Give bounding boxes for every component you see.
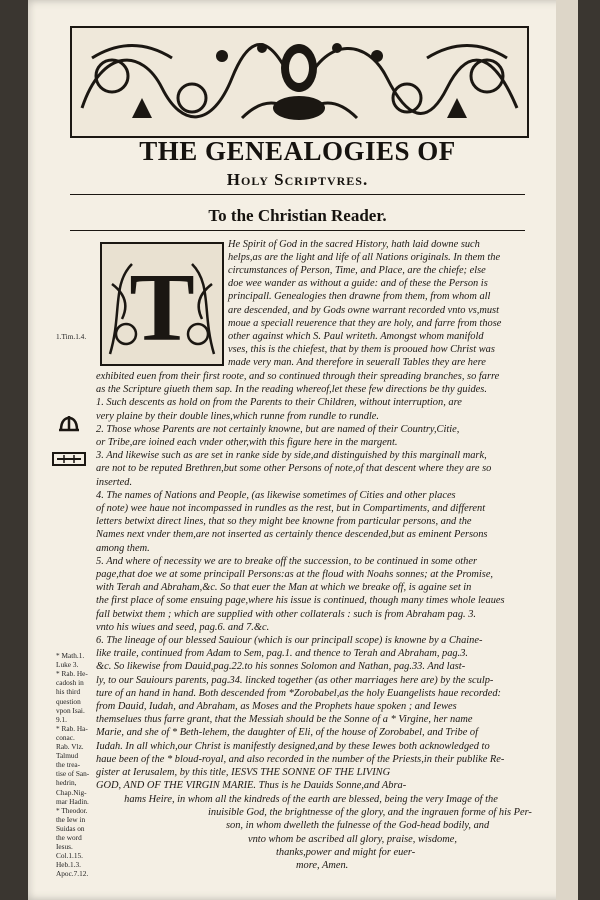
- margin-note-line: the Iew in: [56, 814, 86, 824]
- side-by-side-mark-icon: [52, 452, 86, 466]
- text-line: more, Amen.: [296, 860, 349, 871]
- margin-note-line: his third: [56, 687, 81, 697]
- text-line: hams Heire, in whom all the kindreds of the earth are blessed, being the very Image of the: [124, 794, 498, 805]
- margin-note-line: Col.1.15.: [56, 851, 83, 861]
- margin-note-line: vpon Isai.: [56, 705, 85, 715]
- margin-note-line: Chap.Nig-: [56, 787, 87, 797]
- text-line: page,that doe we at some principall Persons:as at the floud with Noahs sonnes; at the Promise,: [96, 569, 494, 580]
- text-line: are not to be reputed Brethren,but some other Persons of note,of that descent where they are so: [96, 463, 492, 475]
- text-line: vses, this is the chiefest, that by them is prooued how Christ was: [228, 343, 495, 355]
- text-line: &c. So likewise from Dauid,pag.22.to his sonnes Solomon and Nathan, pag.33. And last-: [96, 661, 466, 673]
- section-heading: To the Christian Reader.: [208, 206, 387, 225]
- margin-note-line: Apoc.7.12.: [56, 869, 89, 879]
- text-line: doe wee wander as without a guide: and of these the Person is: [228, 278, 488, 290]
- margin-note-line: * Math.1.: [56, 651, 85, 660]
- text-line: other against which S. Paul writeth. Amongst whom manifold: [228, 330, 484, 342]
- text-line: themselues thus farre grant, that the Messiah should be the Sonne of a * Virgine, her name: [96, 714, 473, 726]
- text-line: 6. The lineage of our blessed Sauiour (which is our principall scope) is knowne by a Chaine-: [96, 635, 483, 646]
- margin-note-line: * Theodor.: [56, 805, 88, 815]
- text-line: 2. Those whose Parents are not certainly knowne, but are named of their Country,Citie,: [96, 423, 460, 435]
- heading-rule: [70, 230, 525, 231]
- text-line: the first place of some ensuing page,where his issue is continued, though many times whole leaues: [96, 595, 505, 607]
- text-line: GOD, AND OF THE VIRGIN MARIE. Thus is he Dauids Sonne,and Abra-: [96, 780, 407, 792]
- title-rule: [70, 194, 525, 195]
- margin-note-line: the word: [56, 833, 82, 842]
- margin-note-line: Heb.1.3.: [56, 860, 81, 870]
- margin-note-line: * Rab. He-: [56, 669, 88, 679]
- margin-note-line: tise of San-: [56, 769, 90, 779]
- text-line: of note) wee haue not incompassed in rundles as the rest, but in Compartiments, and different: [96, 503, 486, 514]
- text-line: son, in whom dwelleth the fulnesse of the God-head bodily, and: [226, 820, 490, 832]
- text-line: Names next vnder them,are not inserted as certainly thence descended,but as eminent Persons: [96, 529, 488, 541]
- page-title: THE GENEALOGIES OF: [139, 136, 456, 166]
- margin-note-line: cadosh in: [56, 678, 84, 688]
- margin-ref-timothy: 1.Tim.1.4.: [56, 332, 87, 341]
- margin-note-line: Luke 3.: [56, 660, 79, 670]
- text-line: very plaine by their double lines,which runne from rundle to rundle.: [96, 410, 380, 422]
- text-line: made very man. And therefore in seuerall Tables they are here: [228, 356, 486, 368]
- text-line: 5. And where of necessity we are to breake off the succession, to be continued in some other: [96, 555, 478, 567]
- text-line: He Spirit of God in the sacred History, hath laid downe such: [228, 239, 480, 250]
- text-line: among them.: [96, 542, 150, 554]
- text-line: ture of an hand in hand. Both descended from *Zorobabel,as the holy Euangelists haue recorded:: [96, 687, 501, 699]
- text-line: ly, to our Sauiours parents, pag.34. lincked together (as other marriages here are) by the sculp-: [96, 674, 494, 686]
- margin-note-line: question: [56, 696, 81, 706]
- text-line: fall betwixt them ; which are supplied with other collaterals : such is from Abraham pag. 3.: [96, 608, 477, 620]
- text-line: principall. Genealogies then drawne from them, from whom all: [228, 291, 491, 303]
- margin-note-line: hedrin,: [56, 778, 77, 788]
- text-line: moue a speciall reuerence that they are holy, and farre from those: [228, 317, 502, 329]
- dropcap-letter: T: [129, 254, 195, 362]
- text-line: inuisible God, the brightnesse of the glory, and the ingrauen forme of his Per-: [208, 807, 532, 819]
- margin-note-line: * Rab. Ha-: [56, 723, 88, 733]
- text-line: inserted.: [96, 476, 133, 488]
- text-line: gister at Ierusalem, by this title, IESVS THE SONNE OF THE LIVING: [96, 767, 391, 778]
- margin-note-line: 9.1.: [56, 714, 67, 724]
- headpiece-ornament: [70, 26, 529, 138]
- text-line: vnto whom be ascribed all glory, praise, wisdome,: [248, 833, 457, 845]
- text-line: with Terah and Abraham,&c. So that euer the Man at which we breake off, is againe set in: [96, 582, 472, 594]
- text-line: thanks,power and might for euer-: [276, 846, 416, 858]
- text-line: Marie, and she of * Beth-lehem, the daughter of Eli, of the house of Zorobabel, and Tribe of: [96, 727, 479, 739]
- dropcap-ornament: [100, 242, 224, 366]
- text-line: exhibited euen from their first roote, and so continued through their spreading branches, so farre: [96, 371, 500, 382]
- text-line: haue been of the * bloud-royal, and also recorded in the number of the Priests,in their publike Re-: [96, 753, 505, 765]
- page-subtitle: Holy Scriptvres.: [226, 170, 369, 189]
- text-line: circumstances of Person, Time, and Place, are the chiefe; else: [228, 265, 486, 277]
- margin-note-line: conac.: [56, 732, 75, 742]
- text-line: helps,as are the light and life of all Nations originals. In them the: [228, 252, 501, 264]
- text-line: from Dauid, Iudah, and Abraham, as Moses and the Prophets haue spoken ; and Iewes: [96, 701, 457, 712]
- text-line: Iudah. In all which,our Christ is manifestly designed,and by these Iewes both acknowledged to: [96, 740, 490, 752]
- text-line: 1. Such descents as hold on from the Parents to their Children, without interruption, are: [96, 397, 462, 409]
- page-gutter-edge: [556, 0, 578, 900]
- margin-note-line: Suidas on: [56, 823, 85, 833]
- margin-note-line: Talmud: [56, 751, 79, 761]
- margin-note-line: the trea-: [56, 760, 81, 770]
- text-line: vnto his wiues and seed, pag.6. and 7.&c.: [96, 621, 270, 633]
- bracket-mark-icon: [56, 410, 82, 436]
- margin-note-line: Rab. Vlz.: [56, 742, 84, 751]
- text-line: letters betwixt direct lines, that so they might bee knowne from particular persons, and the: [96, 516, 472, 528]
- margin-note-line: mar Hadin.: [56, 796, 89, 806]
- text-line: or Tribe,are ioined each vnder other,with this figure here in the margent.: [96, 437, 398, 448]
- margin-note-line: Iesus.: [56, 842, 73, 852]
- text-line: 3. And likewise such as are set in ranke side by side,and distinguished by this marginall mark,: [96, 450, 487, 462]
- text-line: like traile, continued from Adam to Sem, pag.1. and thence to Terah and Abraham, pag.3.: [96, 648, 469, 660]
- text-line: are descended, and by Gods owne warrant recorded vnto vs,must: [228, 304, 499, 316]
- text-line: as the Scripture giueth them sap. In the reading whereof,let these few directions be thy guides.: [96, 384, 487, 396]
- text-line: 4. The names of Nations and People, (as likewise sometimes of Cities and other places: [96, 489, 456, 501]
